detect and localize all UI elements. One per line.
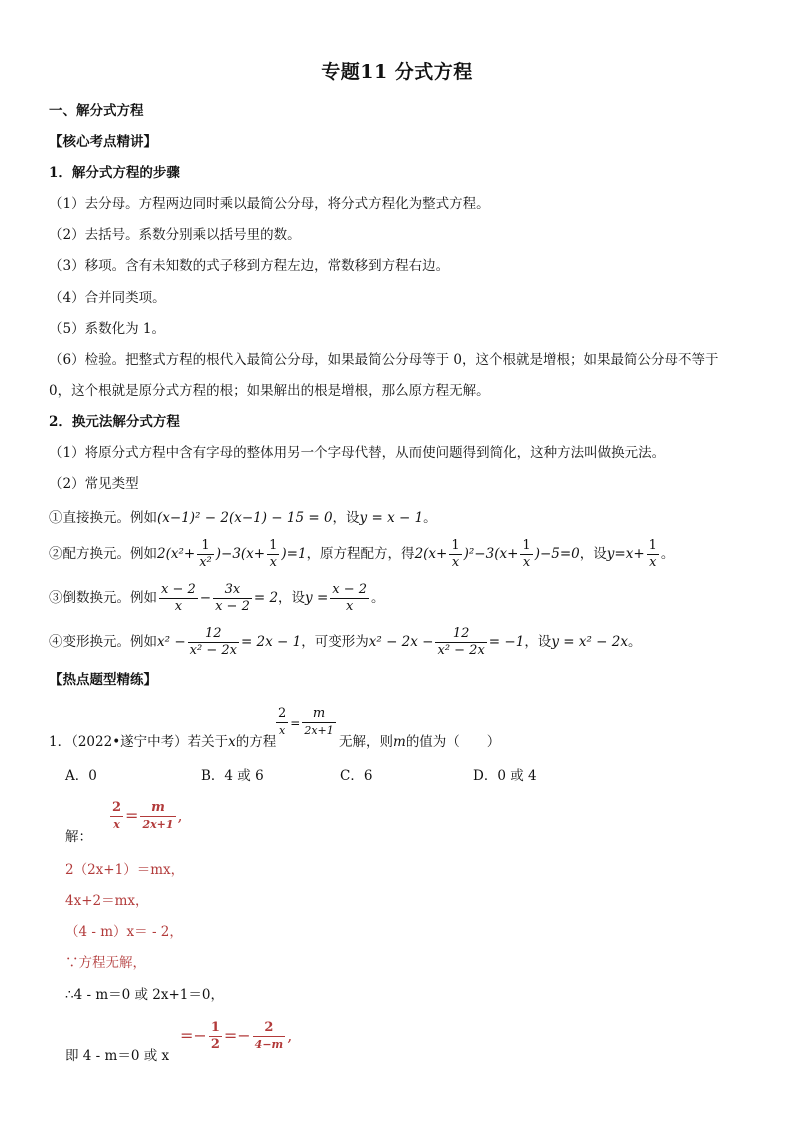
question-1-cont: 无解，则m的值为（ ） [339, 734, 501, 750]
step-6: （6）检验。把整式方程的根代入最简公分母，如果最简公分母等于 0，这个根就是增根；如果最简公分母不等于 [49, 352, 719, 368]
substitution: y = x − 1 [359, 510, 424, 526]
question-equation: $\frac{2}{x}$ = $\frac{m}{2x+1}$ [278, 706, 334, 737]
step-3: （3）移项。含有未知数的式子移到方程左边，常数移到方程右边。 [49, 258, 450, 274]
solution-line-3: （4 - m）x＝ - 2， [65, 924, 183, 940]
substitution-definition: （1）将原分式方程中含有字母的整体用另一个字母代替，从而使问题得到简化，这种方法叫做换元法。 [49, 445, 666, 461]
common-types-label: （2）常见类型 [49, 476, 139, 492]
step-5: （5）系数化为 1。 [49, 321, 165, 337]
type-square: ②配方换元。例如2(x²+ $\frac{1}{\text{x²}}$ )−3(x+ $\frac{1}{x}$ )=1，原方程配方，得2(x+ $\frac{1}{x}$ )²−3(x+ $\frac{1}{x}$ )−5=0，设y=x+ $\frac{1}{x}$ 。 [49, 538, 675, 570]
point2-title: 2．换元法解分式方程 [49, 414, 180, 430]
step-2: （2）去括号。系数分别乘以括号里的数。 [49, 227, 301, 243]
type-transform: ④变形换元。例如x² − $\frac{12}{\text{x² − 2x}}$ = 2x − 1，可变形为x² − 2x − $\frac{12}{\text{x² − 2x}}$ = −1，设y = x² − 2x。 [49, 626, 642, 658]
core-points-header: 【核心考点精讲】 [49, 134, 157, 150]
solution-line-4: ∵方程无解， [65, 955, 146, 971]
step-1: （1）去分母。方程两边同时乘以最简公分母，将分式方程化为整式方程。 [49, 196, 490, 212]
solution-line-1: 2（2x+1）＝mx， [65, 862, 185, 878]
option-b[interactable]: B．4 或 6 [201, 768, 264, 784]
option-c[interactable]: C．6 [340, 768, 373, 784]
page-title: 专题11 分式方程 [321, 61, 473, 83]
solution-line-6: 即 4 - m＝0 或 x [65, 1048, 170, 1064]
solution-line-2: 4x+2＝mx， [65, 893, 149, 909]
solution-result: =− $\frac{1}{2}$ =− $\frac{2}{4-m}$ , [180, 1020, 293, 1052]
step-4: （4）合并同类项。 [49, 290, 166, 306]
example-equation: (x−1)² − 2(x−1) − 15 = 0 [157, 510, 333, 526]
point1-title: 1．解分式方程的步骤 [49, 165, 180, 181]
hot-practice-header: 【热点题型精练】 [49, 672, 157, 688]
solution-line-5: ∴4 - m＝0 或 2x+1＝0， [65, 987, 224, 1003]
type-reciprocal: ③倒数换元。例如 $\frac{x - 2}{x}$ − $\frac{3x}{x - 2}$ = 2，设y = $\frac{x - 2}{x}$ 。 [49, 582, 385, 614]
option-a[interactable]: A．0 [65, 768, 97, 784]
question-1: 1．（2022•遂宁中考）若关于x的方程 [49, 734, 277, 750]
type-direct: ①直接换元。例如(x−1)² − 2(x−1) − 15 = 0，设y = x − 1。 [49, 510, 437, 526]
solution-equation: $\frac{2}{x}$ = $\frac{m}{2x+1}$ , [112, 800, 183, 831]
step-6-cont: 0，这个根就是原分式方程的根；如果解出的根是增根，那么原方程无解。 [49, 383, 490, 399]
solution-label: 解： [65, 829, 92, 845]
option-d[interactable]: D．0 或 4 [473, 768, 537, 784]
section-heading: 一、解分式方程 [49, 103, 144, 119]
